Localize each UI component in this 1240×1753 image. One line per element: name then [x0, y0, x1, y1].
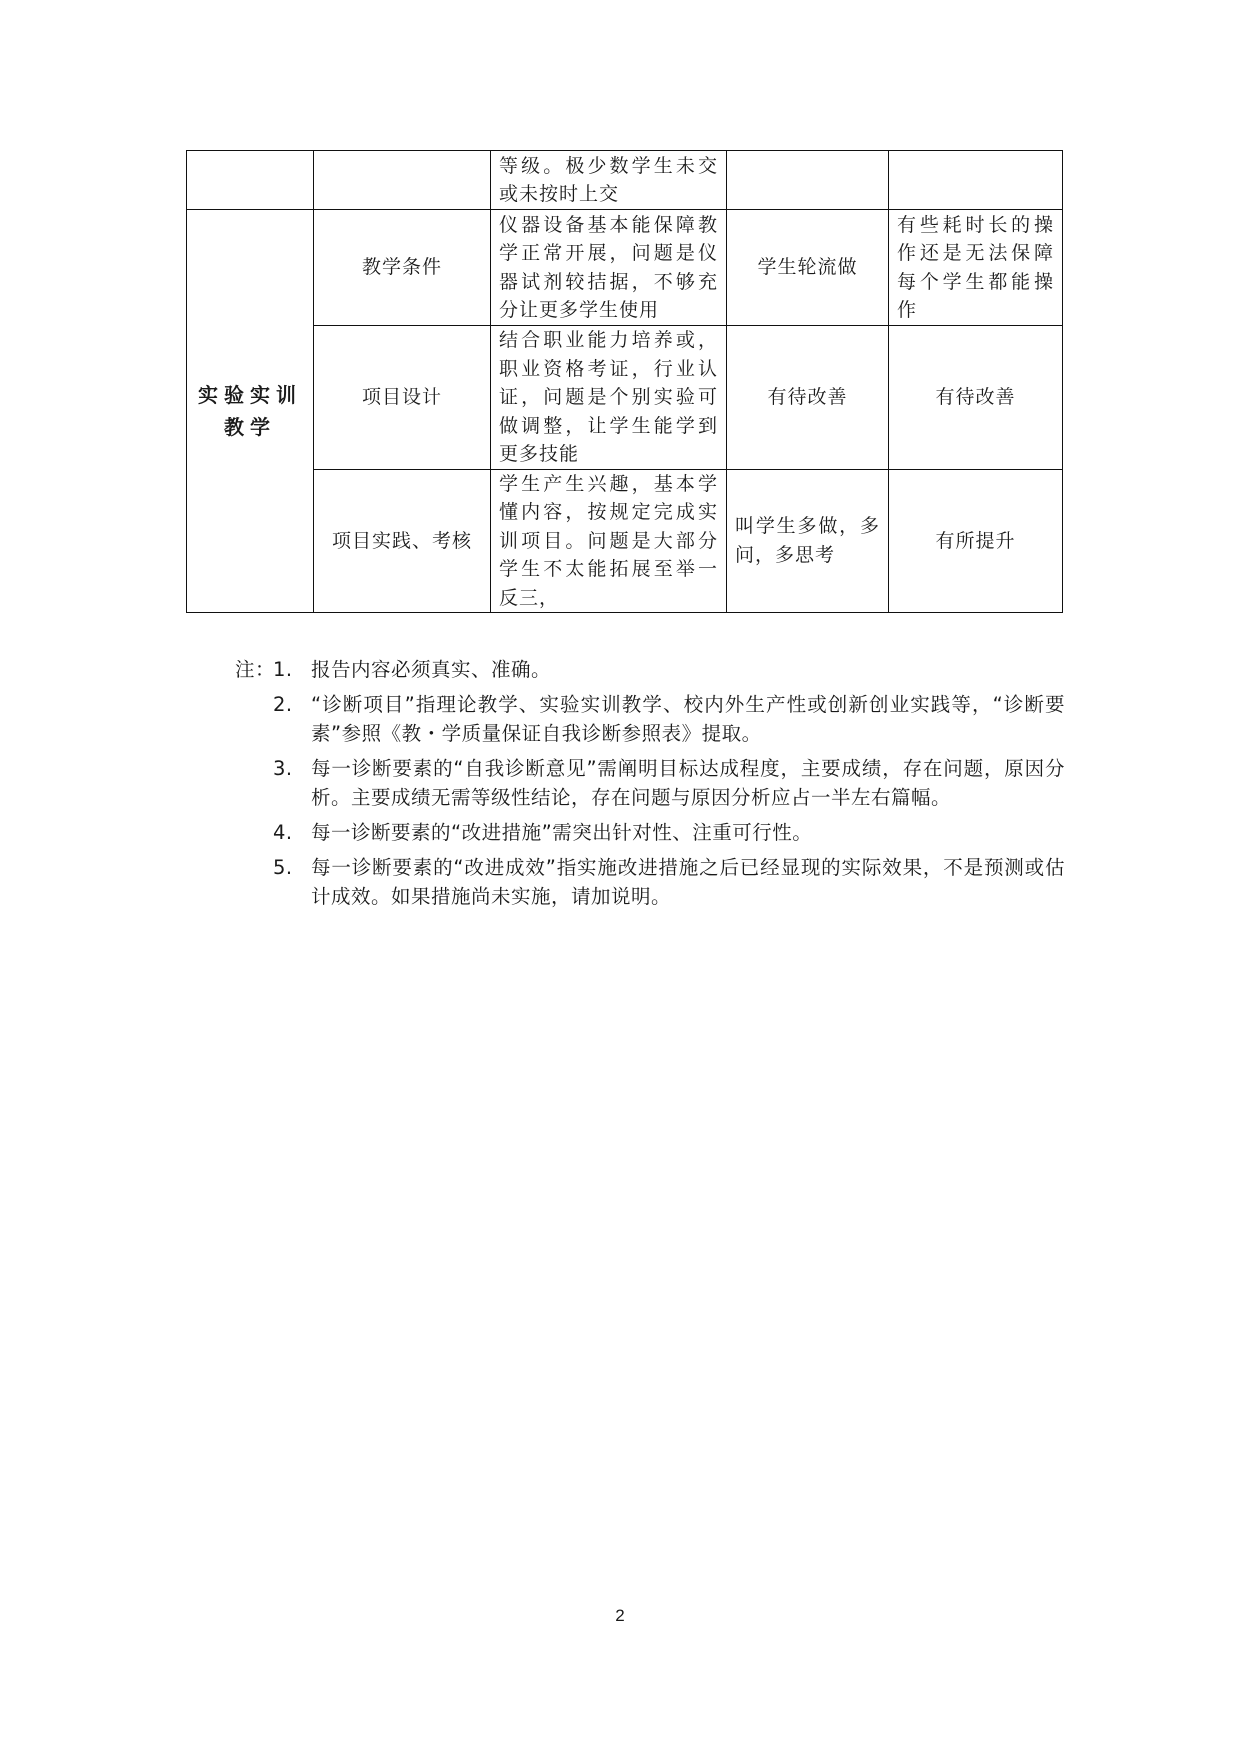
table-row-continuation	[187, 151, 1063, 210]
note-text: 每一诊断要素的“改进成效”指实施改进措施之后已经显现的实际效果，不是预测或估计成效。如果措施尚未实施，请加说明。	[311, 856, 1065, 908]
note-item	[235, 818, 1065, 847]
cell-effect	[889, 151, 1063, 210]
cell-opinion: 结合职业能力培养或，职业资格考证，行业认证，问题是个别实验可做调整，让学生能学到更多技能	[491, 326, 727, 470]
cell-measure: 叫学生多做，多问，多思考	[727, 469, 889, 613]
notes-lead: 注：	[235, 658, 276, 681]
cell-effect: 有些耗时长的操作还是无法保障每个学生都能操作	[889, 210, 1063, 326]
page-number: 2	[615, 1606, 625, 1625]
cell-opinion: 仪器设备基本能保障教学正常开展，问题是仪器试剂较拮据，不够充分让更多学生使用	[491, 210, 727, 326]
note-number: 1.	[273, 658, 293, 681]
note-text: 报告内容必须真实、准确。	[311, 658, 552, 681]
note-text: 每一诊断要素的“自我诊断意见”需阐明目标达成程度，主要成绩，存在问题，原因分析。主要成绩无需等级性结论，存在问题与原因分析应占一半左右篇幅。	[311, 757, 1065, 809]
cell-project-name: 实验实训教学	[187, 210, 314, 613]
table-row	[187, 326, 1063, 470]
cell-measure: 有待改善	[727, 326, 889, 470]
cell-opinion: 等级。极少数学生未交或未按时上交	[491, 151, 727, 210]
table-row	[187, 469, 1063, 613]
cell-element: 教学条件	[314, 210, 491, 326]
cell-element	[314, 151, 491, 210]
cell-element: 项目实践、考核	[314, 469, 491, 613]
cell-element: 项目设计	[314, 326, 491, 470]
cell-measure: 学生轮流做	[727, 210, 889, 326]
note-number: 5.	[273, 856, 293, 879]
note-text: “诊断项目”指理论教学、实验实训教学、校内外生产性或创新创业实践等，“诊断要素”参照《教・学质量保证自我诊断参照表》提取。	[311, 693, 1065, 745]
table-row	[187, 210, 1063, 326]
cell-effect: 有所提升	[889, 469, 1063, 613]
note-item	[235, 754, 1065, 812]
note-number: 4.	[273, 821, 293, 844]
cell-opinion: 学生产生兴趣，基本学懂内容，按规定完成实训项目。问题是大部分学生不太能拓展至举一反三，	[491, 469, 727, 613]
note-number: 2.	[273, 693, 293, 716]
note-number: 3.	[273, 757, 293, 780]
cell-effect: 有待改善	[889, 326, 1063, 470]
note-item	[235, 853, 1065, 911]
cell-project	[187, 151, 314, 210]
note-item	[235, 690, 1065, 748]
notes-section	[235, 655, 1065, 917]
diagnosis-table	[186, 150, 1063, 613]
cell-measure	[727, 151, 889, 210]
note-text: 每一诊断要素的“改进措施”需突出针对性、注重可行性。	[311, 821, 813, 844]
note-item	[235, 655, 1065, 684]
